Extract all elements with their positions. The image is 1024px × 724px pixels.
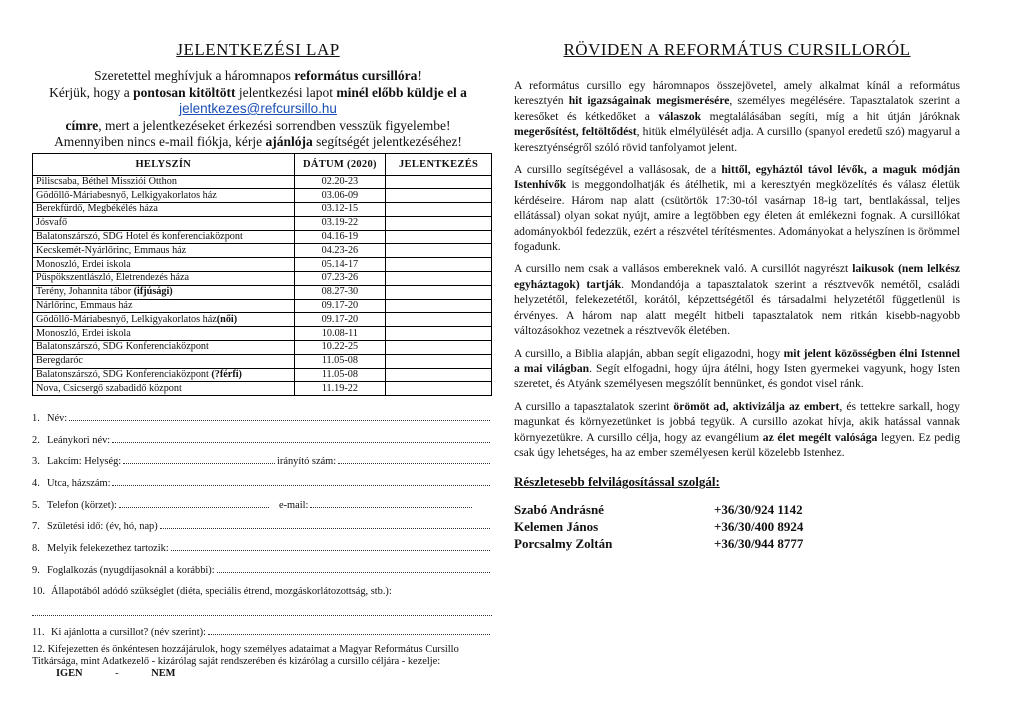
registration-cell[interactable] [386,327,492,341]
intro-text-part: segítségét jelentkezéséhez! [312,134,462,149]
table-row [33,175,492,189]
venue-location [33,258,295,272]
about-paragraph-3 [514,261,960,338]
venue-location [33,327,295,341]
fill-line[interactable] [69,420,490,421]
venue-location [33,341,295,355]
venue-location-text: Monoszló, Erdei iskola [36,258,131,270]
venue-date: 03.19-22 [294,216,386,230]
contact-phone[interactable]: +36/30/924 1142 [714,502,803,518]
registration-cell[interactable] [386,368,492,382]
venue-location [33,368,295,382]
paragraph-text: , személyes megélésére. Tapasztalatok szerint a keresőket és kétkedőket a [514,94,960,123]
fill-line[interactable] [119,507,269,508]
paragraph-text: is meggondolhatják és átélhetik, mi a keresztyén megközelítés és válasz életük kérdéseire. Három nap alatt (csütörtök 17:30-tól vasárnap 18-ig tart, bentlakással, teljes ellátással) olyan sokat nyújt, amire a legtöbben egy életen át emlékezni fognak. A cursillókat adományokból fedezzük, ezért a részvétel térítésmentes. Adományokat a helyszínen is örömmel fogadunk. [514,178,960,254]
venue-date: 11.19-22 [294,382,386,396]
header-date: DÁTUM (2020) [294,153,386,175]
venue-location-text: Balatonszárszó, SDG Konferenciaközpont [36,369,212,381]
intro-text-bold: ajánlója [265,134,313,149]
consent-separator: - [115,668,119,680]
paragraph-text: . Segít elfogadni, hogy újra átélni, hogy Isten gyermekei vagyunk, hogy Isten szeretet, és Atyánk személyesen megszólít bennünket, és gondot visel ránk. [514,361,961,391]
venue-location-text: Gödöllő-Máriabesnyő, Lelkigyakorlatos ház [36,189,217,201]
fill-line[interactable] [160,528,490,529]
form-title: JELENTKEZÉSI LAP [176,40,340,59]
field-number: 2. [32,434,40,446]
paragraph-text: A cursillo segítségével a vallásosak, de a [514,163,722,177]
paragraph-bold: az élet megélt valósága [762,430,878,444]
personal-data-fields [32,402,492,680]
venue-location [33,354,295,368]
field-maiden-name[interactable] [32,424,492,446]
field-number: 3. [32,456,40,468]
venue-location-note: (?férfi) [211,369,242,381]
about-paragraph-1 [514,78,960,155]
paragraph-bold: örömöt ad, aktivizálja az embert [673,399,840,413]
field-label: Melyik felekezethez tartozik: [47,543,169,555]
venue-location [33,285,295,299]
contact-name: Porcsalmy Zoltán [514,536,613,552]
venue-location [33,382,295,396]
fill-line[interactable] [112,485,490,486]
table-row [33,299,492,313]
venue-date: 02.20-23 [294,175,386,189]
field-number: 1. [32,412,40,424]
contact-phone[interactable]: +36/30/400 8924 [714,519,804,535]
venue-date: 03.06-09 [294,189,386,203]
field-label: Lakcím: Helység: [47,456,122,468]
paragraph-bold: hit igazságainak megismerésére [568,94,730,108]
venue-date: 08.27-30 [294,285,386,299]
venue-date: 04.16-19 [294,230,386,244]
intro-text-part: jelentkezési lapot [235,84,337,100]
contact-phone[interactable]: +36/30/944 8777 [714,536,804,552]
registration-cell[interactable] [386,382,492,396]
contact-list [514,502,960,553]
paragraph-text: legyen. Ez pedig csak úgy lehetséges, ha az ember személyesen kerül közelebb Istenhez. [514,430,961,459]
table-row [33,341,492,355]
venue-location-text: Kecskemét-Nyárlőrinc, Emmaus ház [36,244,187,256]
venue-location-text: Beregdaróc [36,355,83,367]
field-label: Születési idő: (év, hó, nap) [47,521,158,533]
venue-date: 11.05-08 [294,354,386,368]
intro-text [24,68,492,151]
paragraph-text: , és tettekre sarkall, hogy magunkat és környezetünket is jobbá tegyük. A cursillo azokat hívja, akik hatással vannak környezetükre. A cursillo célja, hogy az evangélium [514,399,960,444]
intro-text-part: Szeretettel meghívjuk a háromnapos [94,68,295,83]
intro-text-part: ! [417,68,422,83]
registration-cell[interactable] [386,313,492,327]
field-number: 10. [32,586,45,598]
field-label: Név: [47,412,68,424]
table-row [33,258,492,272]
about-cursillo [514,40,960,553]
table-row [33,230,492,244]
fill-line[interactable] [208,634,490,635]
contact-name: Kelemen János [514,519,599,535]
field-address-city[interactable] [32,446,492,468]
venue-date: 07.23-26 [294,272,386,286]
paragraph-text: A cursillo, a Biblia alapján, abban segít eligazodni, hogy [514,346,784,360]
registration-cell[interactable] [386,175,492,189]
field-label: Állapotából adódó szükséglet (diéta, speciális étrend, mozgáskorlátozottság, stb.): [51,586,392,598]
venue-location [33,203,295,217]
venue-location [33,175,295,189]
table-row [33,203,492,217]
field-name[interactable] [32,402,492,424]
venues-table [32,153,492,397]
table-row [33,327,492,341]
venue-date: 11.05-08 [294,368,386,382]
field-number: 8. [32,543,40,555]
paragraph-text: A cursillo a tapasztalatok szerint [514,399,674,413]
venue-location [33,272,295,286]
field-phone-email[interactable] [32,489,492,511]
fill-line[interactable] [310,507,472,508]
venue-location-text: Püspökszentlászló, Életrendezés háza [36,272,190,284]
table-header-row [33,153,492,175]
field-label: Ki ajánlotta a cursillot? (név szerint): [51,627,206,639]
registration-cell[interactable] [386,272,492,286]
paragraph-bold: mit jelent közösségben élni Istennel a mai világban [514,346,960,375]
field-label: e-mail: [278,499,309,511]
email-link[interactable]: jelentkezes@refcursillo.hu [179,101,337,116]
registration-cell[interactable] [386,230,492,244]
registration-cell[interactable] [386,258,492,272]
consent-no-option[interactable]: NEM [151,668,176,680]
venue-location [33,244,295,258]
field-label: irányító szám: [277,456,337,468]
field-number: 12. [32,644,45,656]
registration-cell[interactable] [386,189,492,203]
venue-location [33,313,295,327]
field-label: Utca, házszám: [47,478,111,489]
table-row [33,216,492,230]
table-row [33,382,492,396]
venue-location-text: Balatonszárszó, SDG Hotel és konferenciaközpont [36,231,243,243]
paragraph-text: . Mondandója a tapasztalatok szerint a résztvevők nemétől, családi helyzetétől, felekezetétől, korától, képzettségétől és társadalmi helyzetétől függetlenül is érvényes. A három nap alatt megélt hitbeli tapasztalatok nem ritkán kisebb-nagyobb változásokhoz vezetnek a résztvevők életében. [514,277,960,338]
venue-date: 09.17-20 [294,313,386,327]
field-number: 11. [32,627,45,639]
about-paragraph-5 [514,399,960,461]
field-recommender[interactable] [32,616,492,638]
paragraph-text: A cursillo nem csak a vallásos embereknek való. A cursillót nagyrészt [514,262,853,276]
field-number: 5. [32,499,40,511]
intro-text-part: , mert a jelentkezéseket érkezési sorrendben vesszük figyelembe! [98,117,451,133]
venue-date: 05.14-17 [294,258,386,272]
table-row [33,368,492,382]
venue-date: 10.08-11 [294,327,386,341]
consent-text: Kifejezetten és önkéntesen hozzájárulok, hogy személyes adataimat a Magyar Református Cursillo Titkársága, mint Adatkezelő - kizárólag saját rendszerében és kizárólag a cursillo céljára - kezelje: [32,644,459,668]
venue-location-note: (női) [216,313,238,325]
field-consent [32,644,492,680]
venue-date: 04.23-26 [294,244,386,258]
venue-location-text: Berekfürdő, Megbékélés háza [36,203,158,215]
table-row [33,285,492,299]
venue-location-text: Nova, Csicsergő szabadidő központ [36,382,182,394]
field-birth-date[interactable] [32,511,492,533]
contact-row [514,502,960,519]
paragraph-bold: megerősítést, feltöltődést [514,125,637,139]
field-special-needs[interactable] [32,576,492,598]
fill-line[interactable] [338,463,490,464]
fill-line[interactable] [123,463,275,464]
special-needs-line[interactable] [32,597,492,616]
registration-cell[interactable] [386,203,492,217]
field-label: Leánykori név: [47,434,111,446]
venue-location-text: Balatonszárszó, SDG Konferenciaközpont [36,341,209,353]
fill-line[interactable] [112,442,490,443]
intro-text-bold: pontosan kitöltött [133,84,236,100]
paragraph-text: , hitük elmélyülését adja. A cursillo (spanyol eredetű szó) magyarul a keresztyénségről szóló rövid tanfolyamot jelent. [514,125,960,154]
fill-line[interactable] [217,572,490,573]
table-row [33,272,492,286]
registration-cell[interactable] [386,341,492,355]
header-location: HELYSZÍN [33,153,295,175]
venue-location-text: Terény, Johannita tábor [36,286,134,298]
field-label: Foglalkozás (nyugdíjasoknál a korábbi): [47,564,215,576]
registration-cell[interactable] [386,244,492,258]
paragraph-bold: laikusok (nem lelkész egyháztagok) tartják [514,262,960,291]
table-row [33,244,492,258]
venue-location [33,189,295,203]
table-row [33,313,492,327]
venue-location-text: Nárlőrinc, Emmaus ház [36,300,133,312]
field-label: Telefon (körzet): [47,499,117,511]
field-number: 9. [32,564,40,576]
intro-text-bold: címre [65,117,99,133]
registration-cell[interactable] [386,354,492,368]
table-row [33,354,492,368]
fill-line[interactable] [171,550,490,551]
about-paragraph-2 [514,162,960,254]
venue-location-text: Piliscsaba, Béthel Missziói Otthon [36,175,177,187]
venue-date: 10.22-25 [294,341,386,355]
field-number: 4. [32,478,40,489]
intro-text-bold: minél előbb küldje el a [336,84,467,100]
venue-location-text: Jósvafő [36,217,68,229]
venue-location [33,216,295,230]
paragraph-bold: válaszok [658,109,702,123]
registration-cell[interactable] [386,299,492,313]
header-registration: JELENTKEZÉS [386,153,492,175]
contact-row [514,519,960,536]
registration-cell[interactable] [386,285,492,299]
registration-cell[interactable] [386,216,492,230]
venue-date: 03.12-15 [294,203,386,217]
field-denomination[interactable] [32,532,492,554]
intro-text-bold: református cursillóra [294,68,418,83]
paragraph-text: A református cursillo egy háromnapos összejövetel, amely alkalmat kínál a református keresztyén [514,79,960,108]
paragraph-bold: hittől, egyháztól távol lévők, a maguk módján Istenhívők [514,163,960,192]
intro-text-part: Kérjük, hogy a [49,84,134,100]
field-street[interactable] [32,467,492,489]
venue-location-note: (ifjúsági) [133,286,173,298]
intro-text-part: Amennyiben nincs e-mail fiókja, kérje [54,134,266,149]
venue-location [33,230,295,244]
field-occupation[interactable] [32,554,492,576]
about-title: RÖVIDEN A REFORMÁTUS CURSILLORÓL [563,40,911,59]
contact-name: Szabó Andrásné [514,502,604,518]
venue-location-text: Monoszló, Erdei iskola [36,327,131,339]
table-row [33,189,492,203]
venue-location [33,299,295,313]
venue-location-text: Gödöllő-Máriabesnyő, Lelkigyakorlatos ház [36,313,217,325]
registration-form [24,40,492,680]
consent-yes-option[interactable]: IGEN [56,668,83,680]
contact-heading: Részletesebb felvilágosítással szolgál: [514,474,720,490]
contact-row [514,536,960,553]
venue-date: 09.17-20 [294,299,386,313]
paragraph-text: megtalálásában segíti, míg a hit útján járóknak [701,109,960,123]
field-number: 7. [32,521,40,533]
about-paragraph-4 [514,346,960,392]
